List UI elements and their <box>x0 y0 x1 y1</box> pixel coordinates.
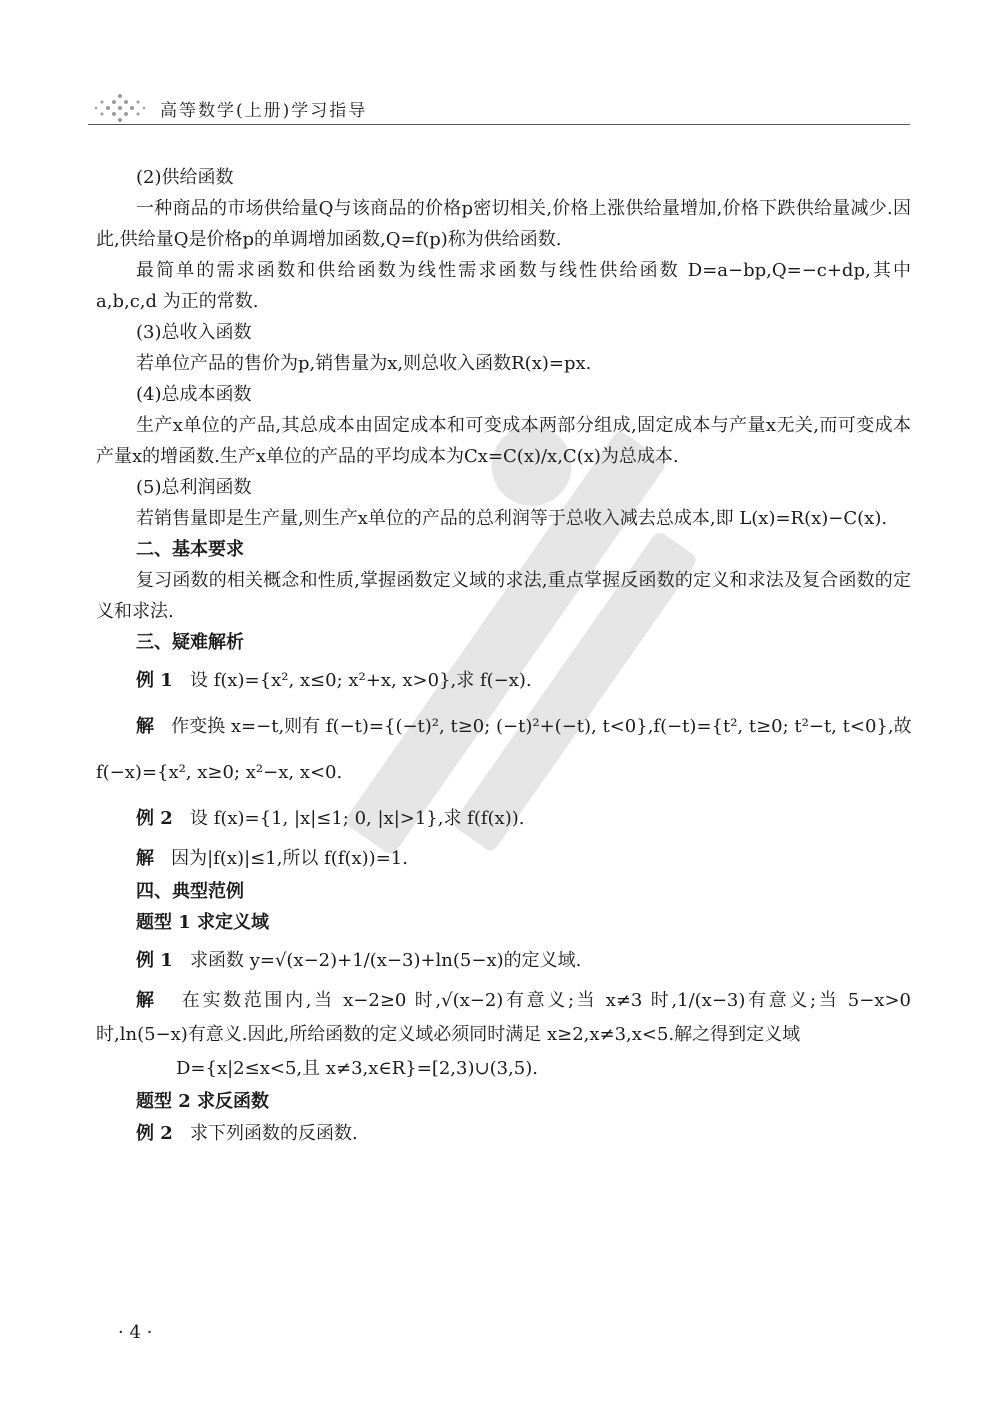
paragraph-revenue: 若单位产品的售价为p,销售量为x,则总收入函数R(x)=px. <box>136 353 592 374</box>
section-supply-function: (2)供给函数 <box>136 167 234 188</box>
heading-typical-examples: 四、典型范例 <box>136 881 244 902</box>
solution-text: 在实数范围内,当 x−2≥0 时,√(x−2)有意义;当 x≠3 时,1/(x−3)有意义;当 5−x>0 时,ln(5−x)有意义.因此,所给函数的定义域必须同时满足 x≥2,x≠3,x<5.解之得到定义域 <box>96 990 911 1045</box>
heading-type-1: 题型 1 求定义域 <box>136 912 270 933</box>
heading-difficulty-analysis: 三、疑难解析 <box>136 632 244 653</box>
running-header <box>88 88 910 128</box>
paragraph-linear: 最简单的需求函数和供给函数为线性需求函数与线性供给函数 D=a−bp,Q=−c+dp,其中 a,b,c,d 为正的常数. <box>96 260 911 312</box>
header-divider <box>88 124 910 125</box>
paragraph-requirements: 复习函数的相关概念和性质,掌握函数定义域的求法,重点掌握反函数的定义和求法及复合函数的定义和求法. <box>96 570 911 622</box>
example-label: 例 2 <box>136 1123 173 1144</box>
example-text: 设 f(x)={x², x≤0; x²+x, x>0},求 f(−x). <box>189 670 532 691</box>
domain-result: D={x|2≤x<5,且 x≠3,x∈R}=[2,3)∪(3,5). <box>176 1058 538 1079</box>
example-3 <box>96 938 911 984</box>
solution-1-result: f(−x)={x², x≥0; x²−x, x<0. <box>96 762 343 783</box>
header-title: 高等数学(上册)学习指导 <box>160 101 368 121</box>
page-number: · 4 · <box>118 1322 153 1343</box>
section-revenue-function: (3)总收入函数 <box>136 322 252 343</box>
heading-type-2: 题型 2 求反函数 <box>136 1091 270 1112</box>
solution-text: 因为|f(x)|≤1,所以 f(f(x))=1. <box>171 848 408 869</box>
solution-label: 解 <box>136 990 157 1011</box>
example-label: 例 2 <box>136 808 173 829</box>
paragraph-cost: 生产x单位的产品,其总成本由固定成本和可变成本两部分组成,固定成本与产量x无关,而可变成本产量x的增函数.生产x单位的产品的平均成本为Cx=C(x)/x,C(x)为总成本. <box>96 415 911 467</box>
example-text: 求下列函数的反函数. <box>189 1123 358 1144</box>
solution-2 <box>96 842 911 876</box>
example-label: 例 1 <box>136 950 173 971</box>
solution-3 <box>96 984 911 1052</box>
paragraph-supply: 一种商品的市场供给量Q与该商品的价格p密切相关,价格上涨供给量增加,价格下跌供给量减少.因此,供给量Q是价格p的单调增加函数,Q=f(p)称为供给函数. <box>96 198 911 250</box>
example-text: 设 f(x)={1, |x|≤1; 0, |x|>1},求 f(f(x)). <box>189 808 525 829</box>
solution-1 <box>96 704 911 750</box>
example-2 <box>96 796 911 842</box>
section-cost-function: (4)总成本函数 <box>136 384 252 405</box>
section-profit-function: (5)总利润函数 <box>136 477 252 498</box>
paragraph-profit: 若销售量即是生产量,则生产x单位的产品的总利润等于总收入减去总成本,即 L(x)=R(x)−C(x). <box>136 508 888 529</box>
header-dot-pattern-icon <box>88 88 158 128</box>
solution-text: 作变换 x=−t,则有 f(−t)={(−t)², t≥0; (−t)²+(−t), t<0},f(−t)={t², t≥0; t²−t, t<0},故 <box>171 716 912 737</box>
solution-label: 解 <box>136 848 154 869</box>
example-1 <box>96 658 911 704</box>
solution-label: 解 <box>136 716 154 737</box>
page-body <box>96 162 911 1151</box>
example-4 <box>96 1117 911 1151</box>
heading-basic-requirements: 二、基本要求 <box>136 539 244 560</box>
example-text: 求函数 y=√(x−2)+1/(x−3)+ln(5−x)的定义域. <box>189 950 582 971</box>
example-label: 例 1 <box>136 670 173 691</box>
